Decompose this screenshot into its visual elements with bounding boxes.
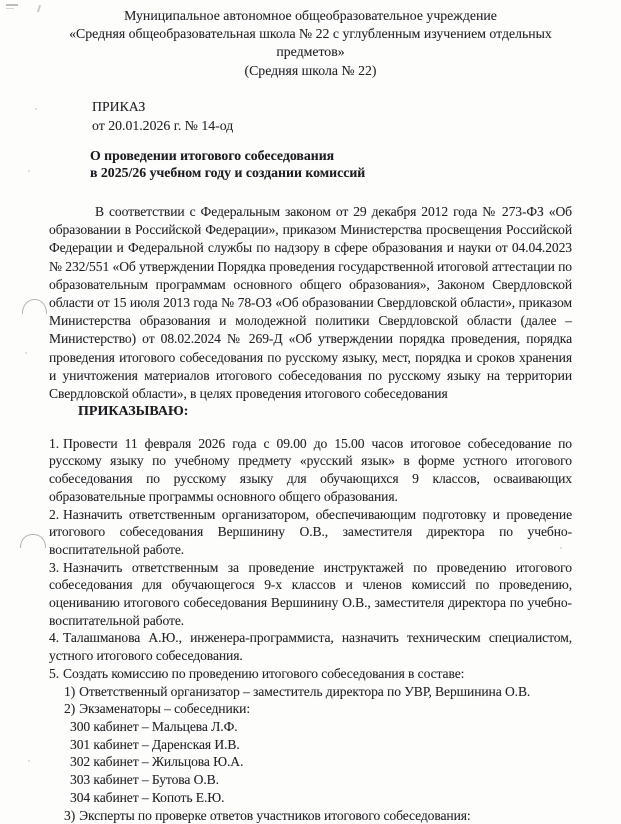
subitem-number: 3) — [64, 808, 79, 823]
item-text: Талашманова А.Ю., инженера-программиста, назначить техническим специалистом, устного итогового собеседования. — [49, 630, 572, 663]
order-item-4 — [49, 629, 572, 664]
item-number: 4. — [49, 630, 63, 645]
cabinet-line: 301 кабинет – Даренская И.В. — [70, 736, 572, 754]
order-item-5 — [49, 665, 572, 683]
scan-speck — [560, 547, 562, 549]
item-number: 1. — [49, 436, 63, 451]
resolve-label: ПРИКАЗЫВАЮ: — [78, 403, 621, 422]
order-subject-line1: О проведении итогового собеседования — [90, 147, 621, 165]
preamble-paragraph: В соответствии с Федеральным законом от 29 декабря 2012 года № 273-ФЗ «Об образовании в Российской Федерации», приказом Министерства просвещения Российской Федерации и Федеральной службы по надзору в сфере образования и науки от 04.04.2023 № 232/551 «Об утверждении Порядка проведения государственной итоговой аттестации по образовательным программам основного общего образования», Законом Свердловской области от 15 июля 2013 года № 78-ОЗ «Об образовании Свердловской области», приказом Министерства образования и молодежной политики Свердловской области (далее – Министерство) от 08.02.2024 № 269-Д «Об утверждении порядка проведения, порядка проведения итогового собеседования по русскому языку, мест, порядка и сроков хранения и уничтожения материалов итогового собеседования по русскому языку на территории Свердловской области», в целях проведения итогового собеседования — [49, 203, 572, 403]
hole-punch-mark — [22, 299, 47, 314]
item-text: Создать комиссию по проведению итогового собеседования в составе: — [63, 666, 464, 681]
item-text: Назначить ответственным за проведение инструктажей по проведению итогового собеседования для обучающегося 9-х классов и членов комиссий по проведению, оцениванию итогового собеседования Вершинину О.В., заместителя директора по учебно-воспитательной работе. — [49, 560, 572, 628]
org-name-line3: (Средняя школа № 22) — [0, 62, 621, 80]
subitem-number: 2) — [64, 701, 79, 716]
commission-subitem-3 — [64, 807, 572, 824]
org-name-header — [0, 0, 621, 80]
item-text: Провести 11 февраля 2026 года с 09.00 до 15.00 часов итоговое собеседование по русскому языку по учебному предмету «русский язык» в форме устного итогового собеседования по русскому языку для обучающихся 9 классов, осваивающих образовательные программы основного общего образования. — [49, 436, 572, 504]
order-item-3 — [49, 559, 572, 630]
scan-speck — [28, 170, 30, 172]
cabinet-line: 300 кабинет – Мальцева Л.Ф. — [70, 718, 572, 736]
item-number: 3. — [49, 560, 63, 575]
order-item-2 — [49, 506, 572, 559]
order-heading — [92, 97, 621, 135]
order-items — [49, 435, 572, 824]
order-subject-line2: в 2025/26 учебном году и создании комиссий — [90, 164, 621, 182]
item-number: 5. — [49, 666, 63, 681]
order-item-1 — [49, 435, 572, 506]
cabinet-line: 302 кабинет – Жильцова Ю.А. — [70, 753, 572, 771]
hole-punch-mark — [20, 534, 46, 548]
cabinet-line: 304 кабинет – Копоть Е.Ю. — [70, 789, 572, 807]
org-name-line1: Муниципальное автономное общеобразовательное учреждение — [0, 7, 621, 25]
subitem-text: Эксперты по проверке ответов участников итогового собеседования: — [79, 808, 470, 823]
item-number: 2. — [49, 507, 63, 522]
commission-subitem-2 — [64, 700, 572, 718]
subitem-text: Экзаменаторы – собеседники: — [79, 701, 250, 716]
pencil-mark — [6, 8, 14, 9]
scan-speck — [28, 760, 30, 762]
item-text: Назначить ответственным организатором, обеспечивающим подготовку и проведение итогового собеседования Вершинину О.В., заместителя директора по учебно-воспитательной работе. — [49, 507, 572, 557]
subitem-text: Ответственный организатор – заместитель директора по УВР, Вершинина О.В. — [79, 684, 530, 699]
order-date: от 20.01.2026 г. № 14-од — [92, 116, 621, 135]
scan-speck — [35, 108, 37, 110]
order-label: ПРИКАЗ — [92, 97, 621, 116]
cabinet-line: 303 кабинет – Бутова О.В. — [70, 771, 572, 789]
pencil-mark — [6, 4, 18, 6]
scan-speck — [25, 352, 27, 354]
subitem-number: 1) — [64, 684, 79, 699]
order-subject — [90, 147, 621, 182]
org-name-line2: «Средняя общеобразовательная школа № 22 с углубленным изучением отдельных предметов» — [58, 25, 563, 61]
commission-subitem-1 — [64, 683, 572, 701]
